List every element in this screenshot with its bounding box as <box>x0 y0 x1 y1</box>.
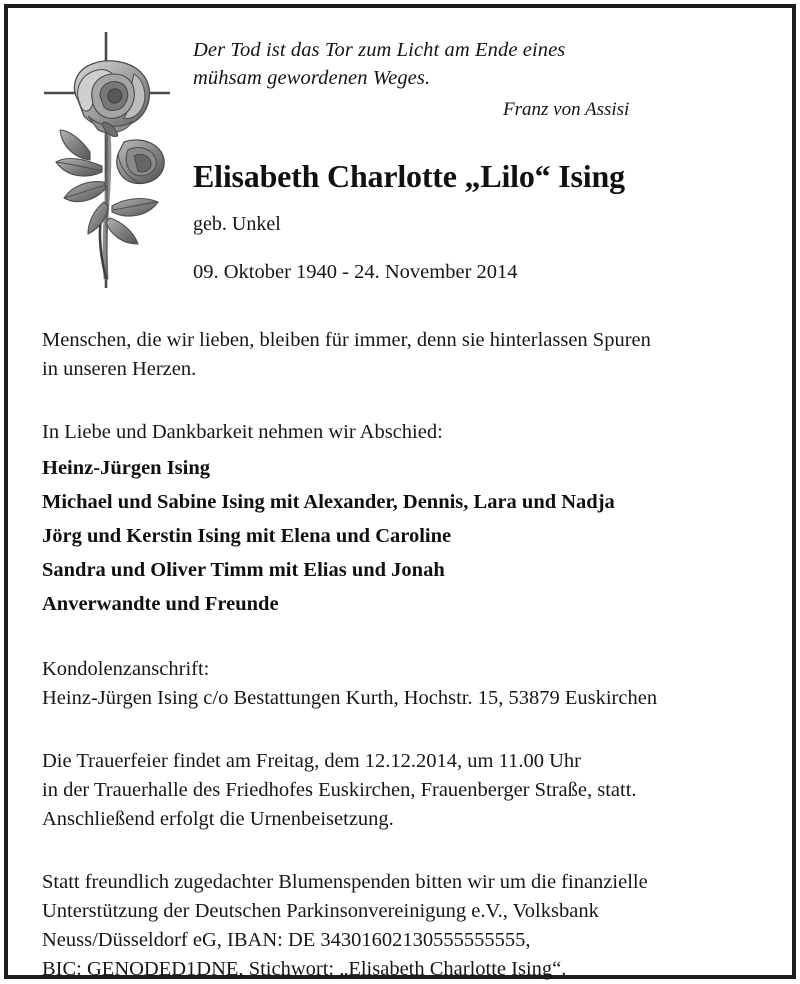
service-line-1: Die Trauerfeier findet am Freitag, dem 12.12.2014, um 11.00 Uhr <box>42 750 581 772</box>
family-members-list <box>42 451 772 621</box>
family-line: Heinz-Jürgen Ising <box>42 457 210 479</box>
farewell-intro: In Liebe und Dankbarkeit nehmen wir Abschied: <box>42 421 443 443</box>
condolence-label: Kondolenzanschrift: <box>42 658 210 680</box>
donation-line-4: BIC: GENODED1DNE, Stichwort: „Elisabeth Charlotte Ising“. <box>42 958 567 980</box>
condolence-address <box>42 655 772 713</box>
memorial-text-line-1: Menschen, die wir lieben, bleiben für immer, denn sie hinterlassen Spuren <box>42 329 651 351</box>
donation-line-2: Unterstützung der Deutschen Parkinsonvereinigung e.V., Volksbank <box>42 900 599 922</box>
life-dates: 09. Oktober 1940 - 24. November 2014 <box>193 261 518 283</box>
deceased-identity <box>193 156 793 286</box>
family-line: Anverwandte und Freunde <box>42 593 279 615</box>
obituary-body-text <box>42 326 772 984</box>
memorial-text-line-2: in unseren Herzen. <box>42 358 197 380</box>
family-line: Sandra und Oliver Timm mit Elias und Jonah <box>42 559 445 581</box>
quote-author: Franz von Assisi <box>503 99 630 120</box>
donation-request <box>42 868 772 984</box>
service-line-3: Anschließend erfolgt die Urnenbeisetzung. <box>42 808 394 830</box>
obituary-notice-body <box>8 8 792 980</box>
donation-line-3: Neuss/Düsseldorf eG, IBAN: DE 34301602130555555555, <box>42 929 531 951</box>
maiden-name: geb. Unkel <box>193 213 281 235</box>
donation-line-1: Statt freundlich zugedachter Blumenspenden bitten wir um die finanzielle <box>42 871 648 893</box>
family-line: Michael und Sabine Ising mit Alexander, Dennis, Lara und Nadja <box>42 491 615 513</box>
deceased-name: Elisabeth Charlotte „Lilo“ Ising <box>193 158 625 194</box>
obituary-header <box>8 8 792 298</box>
quote-line-2: mühsam gewordenen Weges. <box>193 67 431 89</box>
service-line-2: in der Trauerhalle des Friedhofes Euskirchen, Frauenberger Straße, statt. <box>42 779 637 801</box>
family-line: Jörg und Kerstin Ising mit Elena und Caroline <box>42 525 452 547</box>
quote-line-1: Der Tod ist das Tor zum Licht am Ende eines <box>193 39 566 61</box>
memorial-quote <box>193 36 773 124</box>
obituary-notice-frame <box>4 4 796 979</box>
cross-with-roses-icon <box>30 26 186 294</box>
memorial-text <box>42 326 772 384</box>
condolence-address-line: Heinz-Jürgen Ising c/o Bestattungen Kurth, Hochstr. 15, 53879 Euskirchen <box>42 687 658 709</box>
funeral-service-details <box>42 747 772 834</box>
